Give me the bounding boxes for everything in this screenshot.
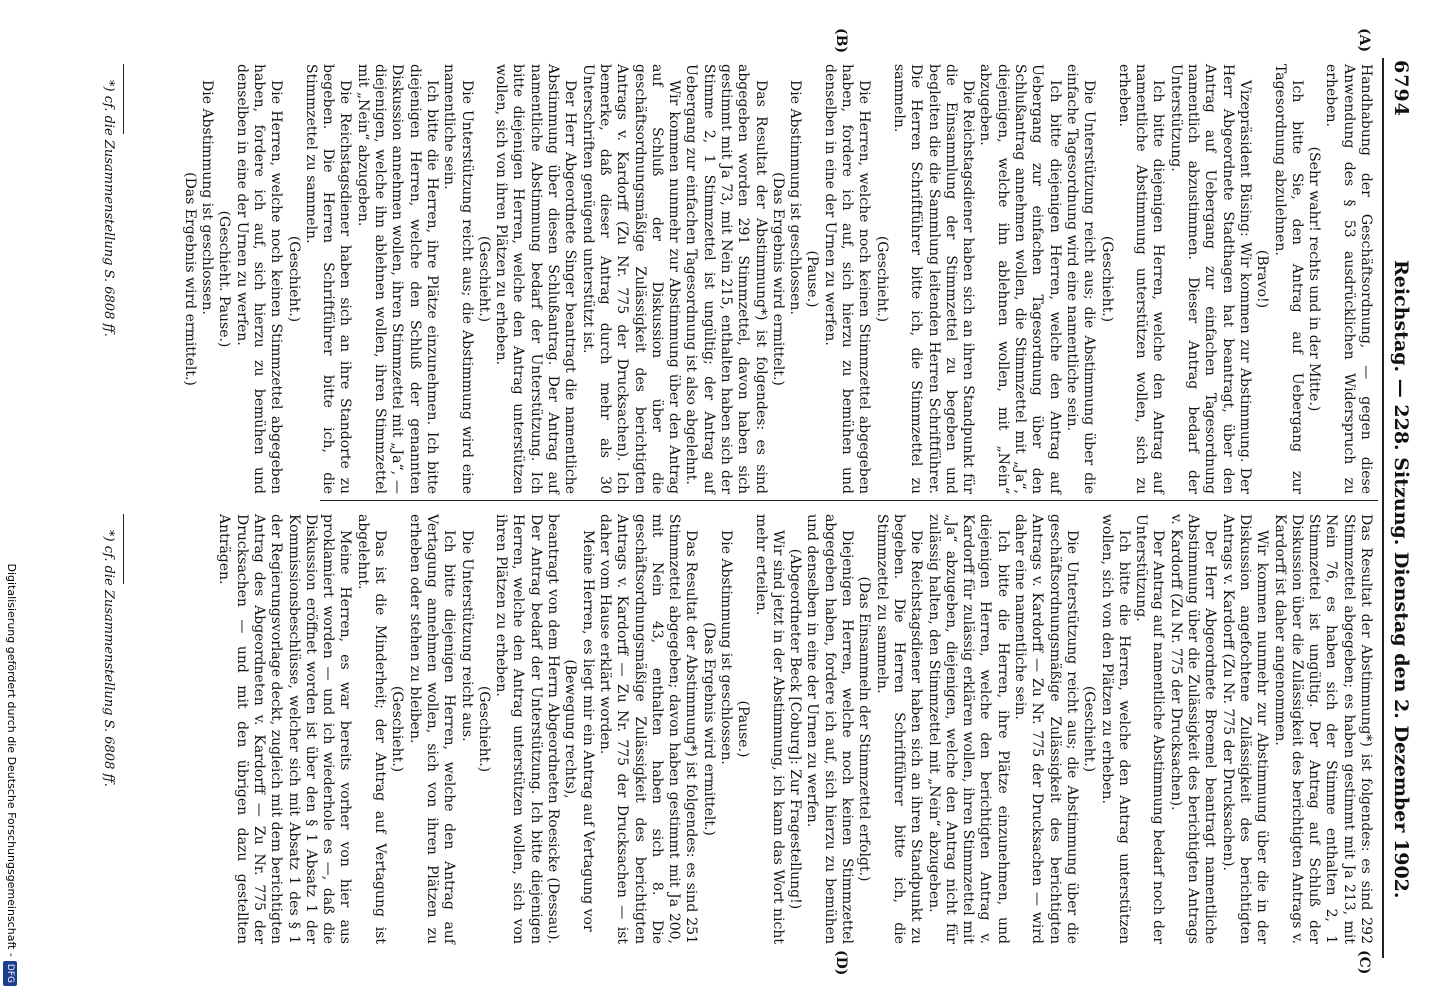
footnote-left: *) cf. die Zusammenstellung S. 6808 ff. (101, 80, 116, 337)
dfg-logo: DFG (3, 961, 17, 986)
credit-text: Digitalisierung gefördert durch die Deutsche Forschungsgemeinschaft - (5, 563, 18, 957)
right-column-paragraph: Der Antrag auf namentliche Abstimmung bedarf noch der Unterstützung. (1133, 514, 1167, 944)
right-text-column (216, 514, 1374, 944)
page-number: 6794 (1390, 60, 1412, 117)
left-column-paragraph: (Geschieht.) (475, 235, 492, 323)
left-column-paragraph: (Sehr wahr! rechts und in der Mitte.) (1306, 146, 1323, 412)
margin-mark-b: (B) (833, 28, 849, 54)
left-column-paragraph: (Bravo!) (1254, 249, 1271, 309)
left-column-paragraph: (Geschieht.) (1098, 235, 1115, 323)
right-column-paragraph: Das Resultat der Abstimmung*) ist folgendes: es sind 292 Stimmzettel abgegeben; es haben gestimmt mit Ja 213, mit Nein 76, es haben sich der Stimme enthalten 2, 1 Stimmzettel ist ungültig. Der Antrag auf Schluß der Diskussion über die Zulässigkeit des berichtigten Antrags v. Kardorff ist daher angenommen. (1271, 514, 1374, 944)
left-column-paragraph: (Geschieht.) (873, 235, 890, 323)
margin-mark-c: (C) (1356, 950, 1372, 975)
footnote-rule-right (123, 514, 124, 584)
margin-mark-d: (D) (833, 950, 849, 976)
left-column-paragraph: (Das Ergebnis wird ermittelt.) (181, 172, 198, 386)
left-column-paragraph: Die Reichstagsdiener haben sich an ihre Standorte zu begeben. Die Herren Schriftführer bitte ich, die Stimmzettel zu sammeln. (302, 64, 354, 494)
right-column-paragraph: (Das Ergebnis wird ermittelt.) (700, 622, 717, 836)
digitization-credit (0, 0, 22, 1000)
left-column-paragraph: Die Herren, welche noch keinen Stimmzettel abgegeben haben, fordere ich auf, sich hierzu zu bemühen und denselben in eine der Urnen zu werfen. (233, 64, 285, 494)
footnote-rule-left (123, 64, 124, 134)
left-column-paragraph: Handhabung der Geschäftsordnung, — gegen diese Anwendung des § 53 ausdrücklichen Widerspruch zu erheben. (1323, 64, 1374, 494)
header-rule (1382, 58, 1384, 958)
right-column-paragraph: (Bewegung rechts), (562, 659, 579, 799)
right-column-paragraph: Die Unterstützung reicht aus. (458, 530, 475, 742)
left-column-paragraph: Ich bitte Sie, den Antrag auf Uebergang zur Tagesordnung abzulehnen. (1271, 64, 1305, 494)
right-column-paragraph: Wir kommen nunmehr zur Abstimmung über die in der Diskussion angefochtene Zulässigkeit des berichtigten Antrags v. Kardorff (Zu Nr. 775 der Drucksachen). (1219, 514, 1271, 944)
left-column-paragraph: Ich bitte die Herren, ihre Plätze einzunehmen. Ich bitte diejenigen Herren, welche den Schluß der genannten Diskussion annehmen wollen, ihren Stimmzettel mit „Ja“, — diejenigen, welche ihn ablehnen wollen, ihren Stimmzettel mit „Nein“ abzugeben. (354, 64, 440, 494)
right-column-paragraph: (Geschieht.) (475, 685, 492, 773)
left-column-paragraph: Vizepräsident Büsing: Wir kommen zur Abstimmung. Der Herr Abgeordnete Stadthagen hat beantragt, über den Antrag auf Uebergang zur einfachen Tagesordnung namentlich abzustimmen. Dieser Antrag bedarf der Unterstützung. (1167, 64, 1253, 494)
right-column-paragraph: Der Herr Abgeordnete Broemel beantragt namentliche Abstimmung über die Zulässigkeit des berichtigten Antrags v. Kardorff (Zu Nr. 775 der Drucksachen). (1167, 514, 1219, 944)
running-title: Reichstag. — 228. Sitzung. Dienstag den 2. Dezember 1902. (1390, 260, 1412, 899)
left-column-paragraph: (Das Ergebnis wird ermittelt.) (769, 172, 786, 386)
right-column-paragraph: Die Abstimmung ist geschlossen. (718, 530, 735, 765)
right-column-paragraph: Meine Herren, es war bereits vorher von hier aus proklamiert worden — und ich wiederhole es —, daß die Diskussion eröffnet worden ist über den § 1 Absatz 1 der Kommissionsbeschlüsse, welcher sich mit Absatz 1 des § 1 der Regierungsvorlage deckt, zugleich mit dem berichtigten Antrag des Abgeordneten v. Kardorff — Zu Nr. 775 der Drucksachen — und mit den übrigen dazu gestellten Anträgen. (216, 514, 354, 944)
right-column-paragraph: (Pause.) (735, 700, 752, 758)
right-column-paragraph: Die Reichstagsdiener haben sich an ihren Standpunkt zu begeben. Die Herren Schriftführer bitte ich, die Stimmzettel zu sammeln. (873, 514, 925, 944)
right-column-paragraph: Das ist die Minderheit; der Antrag auf Vertagung ist abgelehnt. (354, 514, 389, 944)
left-column-paragraph: Die Abstimmung ist geschlossen. (787, 80, 804, 315)
right-column-paragraph: (Das Einsammeln der Stimmzettel erfolgt.) (856, 576, 873, 882)
right-column-paragraph: Ich bitte die Herren, ihre Plätze einzunehmen, und diejenigen Herren, welche den berichtigten Antrag v. Kardorff für zulässig erklären wollen, ihren Stimmzettel mit „Ja“ abzugeben, diejenigen, welche den Antrag nicht für zulässig halten, den Stimmzettel mit „Nein“ abzugeben. (925, 514, 1011, 944)
right-column-paragraph: Wir sind jetzt in der Abstimmung, ich kann das Wort nicht mehr erteilen. (752, 514, 786, 944)
left-text-column (181, 64, 1374, 494)
right-column-paragraph: Ich bitte diejenigen Herren, welche den Antrag auf Vertagung annehmen wollen, sich von ihren Plätzen zu erheben oder stehen zu bleiben. (406, 514, 458, 944)
left-column-paragraph: Ich bitte diejenigen Herren, welche den Antrag auf namentliche Abstimmung unterstützen wollen, sich zu erheben. (1115, 64, 1167, 494)
left-column-paragraph: Die Abstimmung ist geschlossen. (199, 80, 216, 315)
right-column-paragraph: beantragt von dem Herrn Abgeordneten Roesicke (Dessau). Der Antrag bedarf der Unterstützung. Ich bitte diejenigen Herren, welche den Antrag unterstützen wollen, sich von ihren Plätzen zu erheben. (493, 514, 562, 944)
right-column-paragraph: (Abgeordneter Beck [Coburg]: Zur Fragestellung!) (787, 548, 804, 910)
left-column-paragraph: (Geschieht. Pause.) (216, 210, 233, 348)
left-column-paragraph: Die Unterstützung reicht aus; die Abstimmung wird eine namentliche sein. (441, 64, 475, 494)
right-column-paragraph: (Geschieht.) (389, 685, 406, 773)
right-column-paragraph: Ich bitte die Herren, welche den Antrag unterstützen wollen, sich von den Plätzen zu erheben. (1098, 514, 1132, 944)
left-column-paragraph: Die Herren, welche noch keinen Stimmzettel abgegeben haben, fordere ich auf, sich hierzu zu bemühen und denselben in eine der Urnen zu werfen. (821, 64, 873, 494)
right-column-paragraph: Die Unterstützung reicht aus; die Abstimmung über die geschäftsordnungsmäßige Zulässigkeit des berichtigten Antrags v. Kardorff — Zu Nr. 775 der Drucksachen — wird daher eine namentliche sein. (1012, 514, 1080, 944)
left-column-paragraph: Wir kommen nunmehr zur Abstimmung über den Antrag auf Schluß der Diskussion über die geschäftsordnungsmäßige Zulässigkeit des berichtigten Antrags v. Kardorff (Zu Nr. 775 der Drucksachen). Ich bemerke, daß dieser Antrag durch mehr als 30 Unterschriften genügend unterstützt ist. (579, 64, 683, 494)
right-column-paragraph: (Geschieht.) (1081, 685, 1098, 773)
left-column-paragraph: Das Resultat der Abstimmung*) ist folgendes: es sind abgegeben worden 291 Stimmzettel, davon haben sich gestimmt mit Ja 73, mit Nein 215, enthalten haben sich der Stimme 2, 1 Stimmzettel ist ungültig; der Antrag auf Uebergang zur einfachen Tagesordnung ist also abgelehnt. (683, 64, 769, 494)
left-column-paragraph: Die Reichstagsdiener haben sich an ihren Standpunkt für die Einsammlung der Stimmzettel zu begeben und begleiten die die Sammlung leitenden Herren Schriftführer. Die Herren Schriftführer bitte ich, die Stimmzettel zu sammeln. (890, 64, 977, 494)
left-column-paragraph: Der Herr Abgeordnete Singer beantragt die namentliche Abstimmung über diesen Schlußantrag. Der Antrag auf namentliche Abstimmung bedarf der Unterstützung. Ich bitte diejenigen Herren, welche den Antrag unterstützen wollen, sich von ihren Plätzen zu erheben. (493, 64, 579, 494)
right-column-paragraph: Diejenigen Herren, welche noch keinen Stimmzettel abgegeben haben, fordere ich auf, sich hierzu zu bemühen und denselben in eine der Urnen zu werfen. (804, 514, 856, 944)
right-column-paragraph: Meine Herren, es liegt mir ein Antrag auf Vertagung vor (579, 530, 596, 932)
column-rule (320, 500, 1378, 501)
left-column-paragraph: Ich bitte diejenigen Herren, welche den Antrag auf Uebergang zur einfachen Tagesordnung über den Schlußantrag annehmen wollen, die Stimmzettel mit „Ja“, diejenigen, welche ihn ablehnen wollen, mit „Nein“ abzugeben. (977, 64, 1063, 494)
margin-mark-a: (A) (1356, 28, 1372, 53)
left-column-paragraph: (Pause.) (804, 250, 821, 308)
left-column-paragraph: (Geschieht.) (285, 235, 302, 323)
left-column-paragraph: Die Unterstützung reicht aus; die Abstimmung über die einfache Tagesordnung wird eine namentliche sein. (1063, 64, 1098, 494)
right-column-paragraph: Das Resultat der Abstimmung*) ist folgendes: es sind 251 Stimmzettel abgegeben; davon haben gestimmt mit Ja 200, mit Nein 43, enthalten haben sich 8. Die geschäftsordnungsmäßige Zulässigkeit des berichtigten Antrags v. Kardorff — Zu Nr. 775 der Drucksachen — ist daher vom Hause erklärt worden. (596, 514, 700, 944)
footnote-right: *) cf. die Zusammenstellung S. 6808 ff. (101, 530, 116, 787)
